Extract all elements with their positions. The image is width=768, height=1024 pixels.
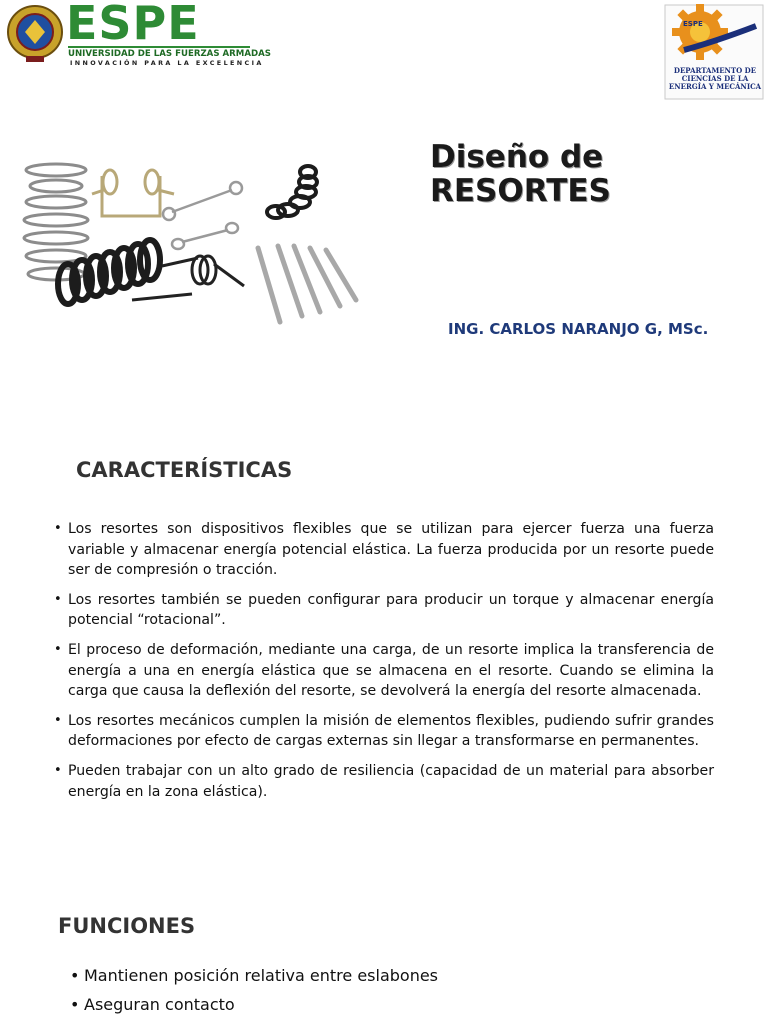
slide-title bbox=[430, 140, 611, 208]
department-espe-label: ESPE bbox=[683, 20, 703, 28]
springs-illustration bbox=[22, 154, 372, 336]
section-heading-funciones: FUNCIONES bbox=[58, 914, 196, 938]
section-heading-caracteristicas: CARACTERÍSTICAS bbox=[76, 458, 293, 482]
department-caption: DEPARTAMENTO DE CIENCIAS DE LA ENERGÍA Y MECÁNICA bbox=[668, 66, 762, 91]
title-line-2: RESORTES bbox=[430, 173, 611, 209]
university-name: UNIVERSIDAD DE LAS FUERZAS ARMADAS bbox=[68, 46, 250, 59]
list-item: • El proceso de deformación, mediante una carga, de un resorte implica la transferencia de energía a una en energía elástica que se almacena en el resorte. Cuando se elimina la carga que causa la deflexión del resorte, se devolverá la energía del resorte almacenada. bbox=[52, 640, 714, 702]
espe-crest-icon bbox=[4, 2, 66, 66]
list-item: • Los resortes mecánicos cumplen la misión de elementos flexibles, pudiendo sufrir grandes deformaciones por efecto de cargas externas sin llegar a transformarse en permanentes. bbox=[52, 711, 714, 752]
list-item: • Aseguran contacto bbox=[70, 990, 438, 1019]
list-item: • Pueden trabajar con un alto grado de resiliencia (capacidad de un material para absorber energía en la zona elástica). bbox=[52, 761, 714, 802]
title-line-1: Diseño de bbox=[430, 139, 604, 175]
list-item: • Los resortes son dispositivos flexibles que se utilizan para ejercer fuerza una fuerza variable y almacenar energía potencial elástica. La fuerza producida por un resorte puede ser de compresión o tracción. bbox=[52, 519, 714, 581]
espe-brand-wordmark: ESPE bbox=[66, 0, 200, 50]
university-motto: INNOVACIÓN PARA LA EXCELENCIA bbox=[70, 59, 264, 67]
caracteristicas-list bbox=[52, 519, 714, 811]
list-item: • Mantienen posición relativa entre eslabones bbox=[70, 961, 438, 990]
author-name: ING. CARLOS NARANJO G, MSc. bbox=[448, 320, 709, 338]
list-item: • Los resortes también se pueden configurar para producir un torque y almacenar energía potencial “rotacional”. bbox=[52, 590, 714, 631]
funciones-list bbox=[70, 961, 438, 1019]
